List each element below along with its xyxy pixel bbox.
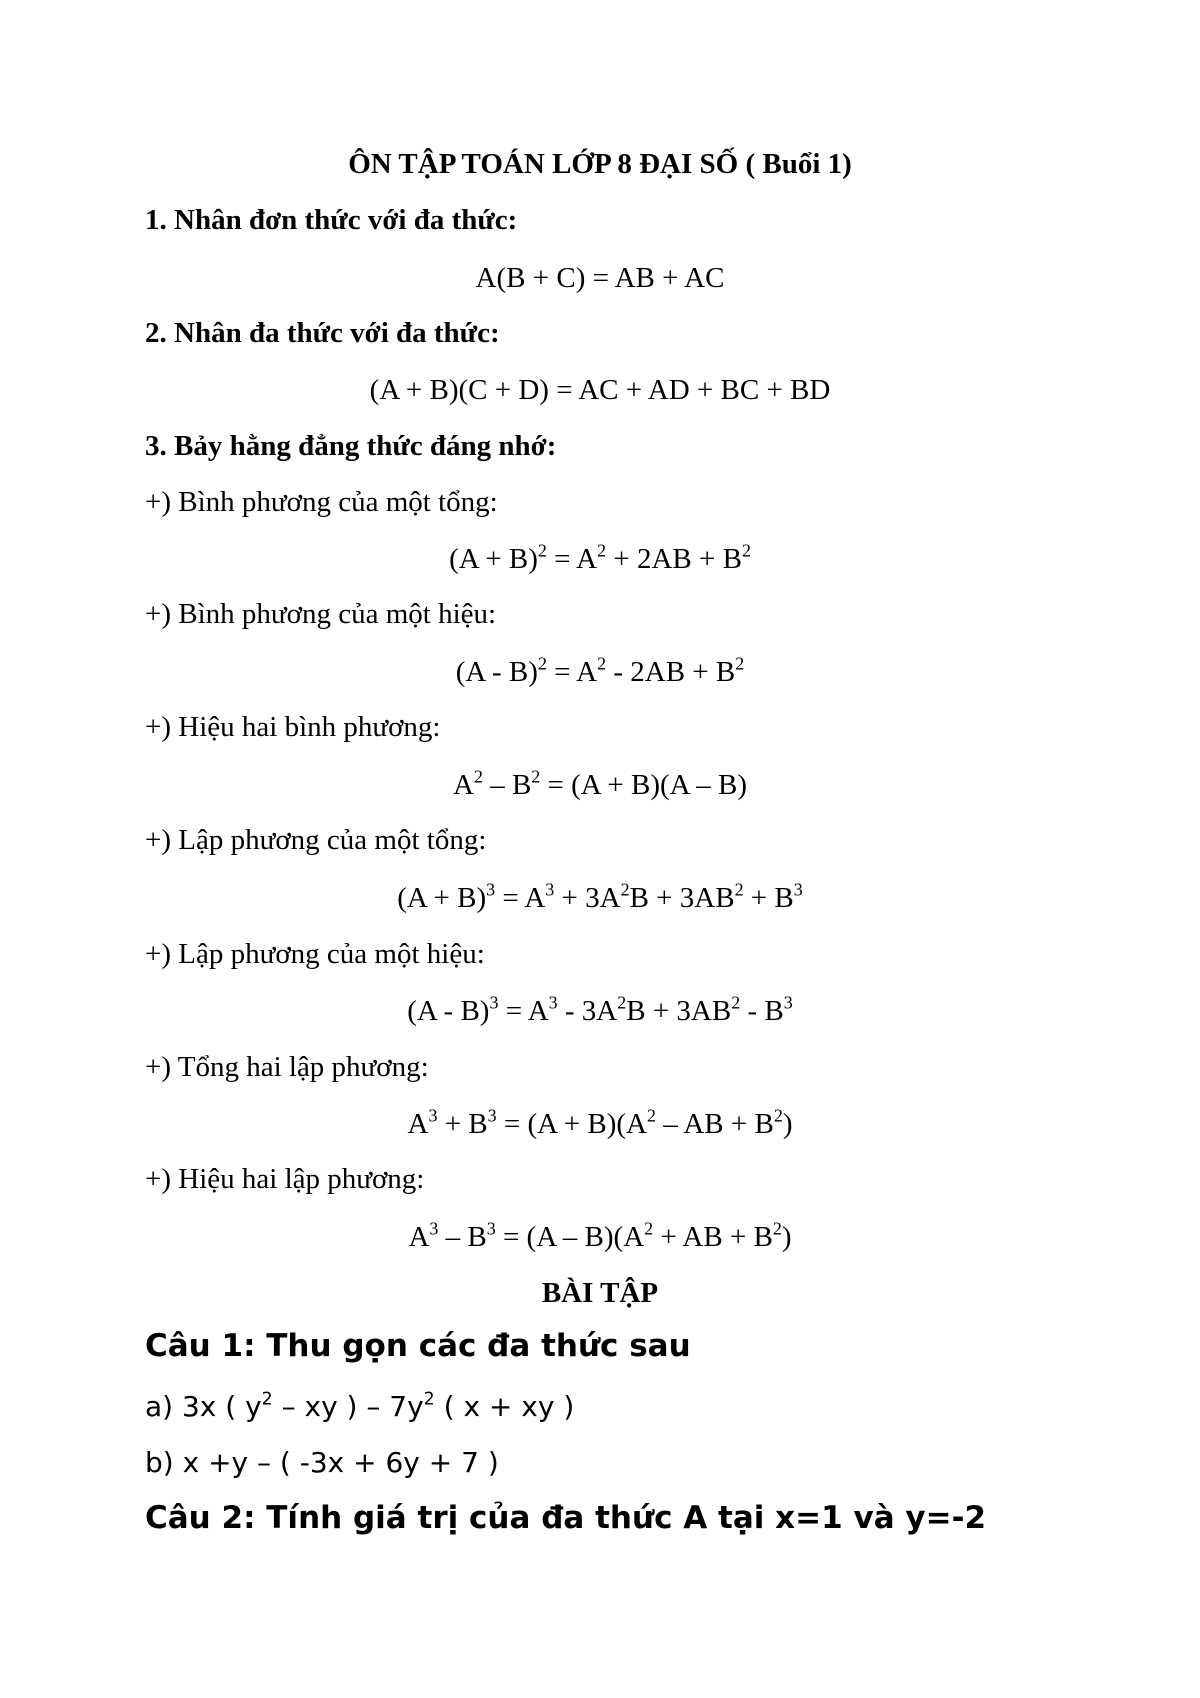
identity-formula: $A^3 - B^3 = (A - B)(A^2$ + AB + $B^2$) — [408, 1218, 792, 1253]
question-1-part-a: a) 3x ( $y^2$ – xy ) – $7y^2$ ( x + xy ) — [145, 1389, 575, 1423]
identity-label: +) Hiệu hai bình phương: — [145, 711, 441, 743]
page-title: ÔN TẬP TOÁN LỚP 8 ĐẠI SỐ ( Buổi 1) — [348, 148, 852, 180]
identity-label: +) Lập phương của một hiệu: — [145, 938, 485, 970]
section-1-formula: A(B + C) = AB + AC — [475, 262, 725, 294]
question-1-title: Câu 1: Thu gọn các đa thức sau — [145, 1328, 691, 1364]
identity-formula: $(A + B)^2 = A^2 + 2AB + B^2$ — [449, 540, 751, 575]
section-1-heading: 1. Nhân đơn thức với đa thức: — [145, 204, 518, 236]
question-2-title: Câu 2: Tính giá trị của đa thức A tại x=1 và y=-2 — [145, 1500, 987, 1536]
question-1-part-b: b) x +y – ( -3x + 6y + 7 ) — [145, 1446, 499, 1479]
identity-formula: $A^3 + B^3 = (A + B)(A^2$ – AB + $B^2$) — [407, 1105, 793, 1140]
exercises-heading: BÀI TẬP — [541, 1277, 659, 1309]
identity-label: +) Tổng hai lập phương: — [145, 1051, 429, 1083]
identity-label: +) Hiệu hai lập phương: — [145, 1163, 425, 1195]
identity-label: +) Bình phương của một tổng: — [145, 486, 498, 518]
identity-formula: $A^2 - B^2 = (A + B)(A - B)$ — [453, 766, 747, 801]
identity-label: +) Lập phương của một tổng: — [145, 824, 487, 856]
identity-formula: $(A - B)^3 = A^3 - 3A^2B + 3AB^2 - B^3$ — [407, 992, 793, 1027]
section-2-heading: 2. Nhân đa thức với đa thức: — [145, 317, 500, 349]
identity-formula: $(A - B)^2 = A^2 - 2AB + B^2$ — [455, 653, 745, 688]
section-3-heading: 3. Bảy hằng đẳng thức đáng nhớ: — [145, 430, 557, 462]
identity-label: +) Bình phương của một hiệu: — [145, 598, 497, 630]
identity-formula: $(A + B)^3 = A^3 + 3A^2B + 3AB^2 + B^3$ — [397, 879, 803, 914]
section-2-formula: (A + B)(C + D) = AC + AD + BC + BD — [369, 374, 831, 406]
